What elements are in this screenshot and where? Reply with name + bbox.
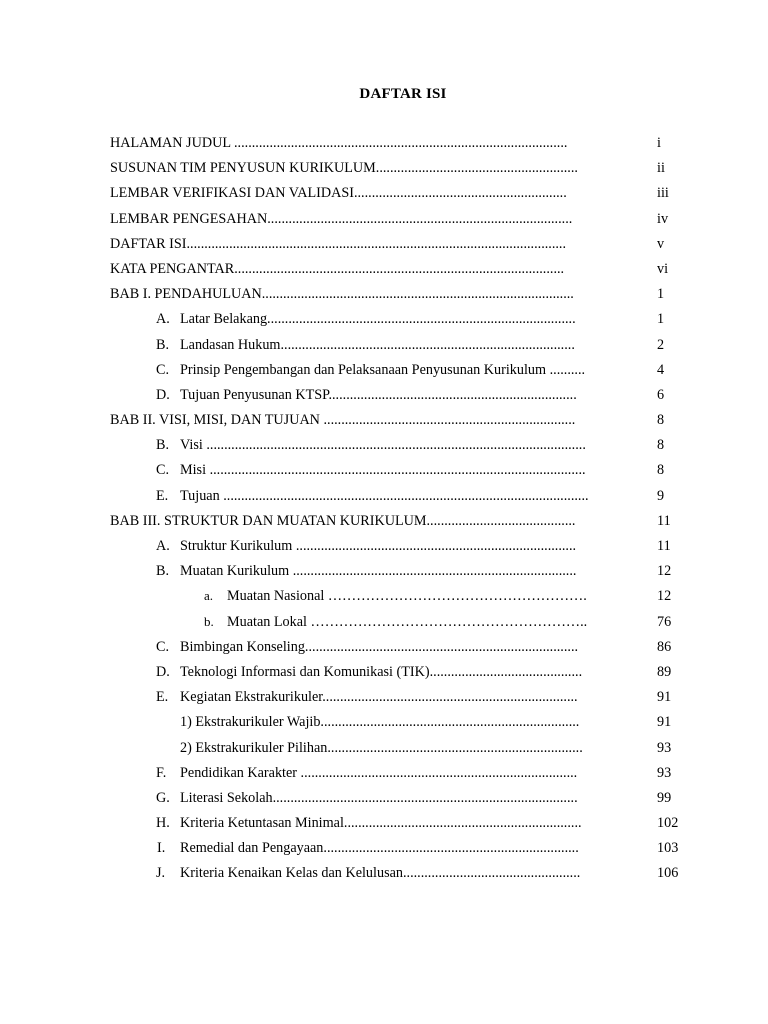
- page-title: DAFTAR ISI: [359, 86, 447, 102]
- toc-entry-title: KATA PENGANTAR.............................................................................................: [110, 260, 565, 277]
- toc-entry-page: 8: [657, 462, 665, 479]
- toc-entry-page: 86: [657, 638, 672, 655]
- toc-entry-number: C.: [156, 462, 170, 479]
- toc-entry: [0, 385, 768, 410]
- toc-entry: [0, 712, 768, 737]
- toc-entry-title: Muatan Lokal …………………………………………………..: [227, 613, 588, 630]
- toc-entry-page: 11: [657, 538, 671, 554]
- toc-entry-title: Muatan Nasional ……………………………………………….: [227, 588, 587, 605]
- toc-entry-title: Kriteria Ketuntasan Minimal...................................................................: [180, 815, 582, 832]
- toc-entry-number: F.: [156, 764, 167, 781]
- toc-entry: [0, 309, 768, 334]
- toc-entry-number: H.: [156, 815, 170, 832]
- toc-entry-number: B.: [156, 437, 170, 454]
- toc-entry: [0, 435, 768, 460]
- toc-entry-title: Kriteria Kenaikan Kelas dan Kelulusan..................................................: [180, 865, 581, 882]
- toc-entry-title: LEMBAR PENGESAHAN......................................................................................: [110, 210, 573, 227]
- toc-entry-number: B.: [156, 563, 170, 580]
- toc-entry-page: 8: [657, 412, 665, 429]
- toc-entry-title: BAB II. VISI, MISI, DAN TUJUAN .......................................................................: [110, 412, 576, 429]
- toc-entry-number: b.: [204, 613, 214, 629]
- toc-entry-page: vi: [657, 260, 669, 277]
- toc-entry-page: 99: [657, 789, 672, 806]
- toc-entry-page: 4: [657, 361, 665, 378]
- toc-entry-title: Bimbingan Konseling.............................................................................: [180, 638, 579, 655]
- toc-entry: [0, 813, 768, 838]
- toc-entry: [0, 183, 768, 208]
- toc-entry-page: 91: [657, 689, 672, 706]
- toc-entry: [0, 486, 768, 511]
- toc-entry-title: HALAMAN JUDUL ..............................................................................................: [110, 135, 568, 151]
- toc-entry-page: 93: [657, 764, 672, 781]
- toc-entry-title: BAB I. PENDAHULUAN........................................................................................: [110, 286, 574, 303]
- toc-entry-page: 2: [657, 336, 665, 353]
- toc-entry-title: BAB III. STRUKTUR DAN MUATAN KURIKULUM..........................................: [110, 512, 576, 529]
- toc-entry-page: 6: [657, 386, 665, 403]
- toc-entry-title: Pendidikan Karakter ..............................................................................: [180, 764, 578, 781]
- toc-entry-title: Muatan Kurikulum ................................................................................: [180, 563, 577, 580]
- toc-entry-title: Visi ...........................................................................................................: [180, 437, 586, 454]
- toc-entry-title: Remedial dan Pengayaan........................................................................: [180, 840, 579, 857]
- toc-entry-page: 11: [657, 512, 671, 529]
- toc-entry-title: 2) Ekstrakurikuler Pilihan........................................................................: [180, 739, 583, 756]
- toc-entry: [0, 586, 768, 611]
- toc-entry-page: 9: [657, 487, 665, 504]
- toc-entry-title: Literasi Sekolah......................................................................................: [180, 789, 578, 806]
- toc-entry-page: 106: [657, 865, 679, 882]
- toc-entry: [0, 687, 768, 712]
- toc-entry: [0, 763, 768, 788]
- toc-entry-number: E.: [156, 689, 169, 706]
- toc-entry-page: 102: [657, 815, 679, 832]
- toc-entry: [0, 410, 768, 435]
- toc-entry: [0, 133, 768, 158]
- toc-entry-title: Prinsip Pengembangan dan Pelaksanaan Penyusunan Kurikulum ..........: [180, 361, 586, 378]
- toc-entry-title: LEMBAR VERIFIKASI DAN VALIDASI............................................................: [110, 185, 567, 202]
- toc-entry-title: Teknologi Informasi dan Komunikasi (TIK)...........................................: [180, 663, 583, 680]
- toc-entry-title: Landasan Hukum...................................................................................: [180, 336, 575, 353]
- toc-entry: [0, 460, 768, 485]
- toc-entry-page: 12: [657, 588, 672, 605]
- toc-entry-number: A.: [156, 311, 170, 328]
- toc-entry-title: Kegiatan Ekstrakurikuler........................................................................: [180, 689, 578, 706]
- toc-entry: [0, 637, 768, 662]
- toc-entry: [0, 284, 768, 309]
- toc-entry-title: Tujuan .......................................................................................................: [180, 487, 589, 504]
- toc-entry-number: G.: [156, 789, 170, 806]
- toc-entry: [0, 788, 768, 813]
- toc-entry-page: 89: [657, 663, 672, 680]
- toc-entry: [0, 561, 768, 586]
- toc-entry-page: iv: [657, 210, 669, 227]
- toc-entry-page: 93: [657, 739, 672, 756]
- toc-entry-page: iii: [657, 185, 669, 202]
- toc-entry: [0, 259, 768, 284]
- toc-entry-number: E.: [156, 487, 169, 504]
- toc-entry-page: 1: [657, 311, 665, 328]
- toc-entry-page: v: [657, 235, 665, 252]
- toc-entry: [0, 360, 768, 385]
- toc-entry-title: Tujuan Penyusunan KTSP......................................................................: [180, 386, 577, 403]
- toc-entry: [0, 536, 768, 561]
- toc-entry-title: DAFTAR ISI...........................................................................................................: [110, 235, 567, 252]
- toc-entry: [0, 838, 768, 863]
- toc-entry-number: I.: [157, 840, 166, 857]
- toc-entry-title: Latar Belakang.......................................................................................: [180, 311, 576, 328]
- toc-entry: [0, 662, 768, 687]
- toc-entry: [0, 612, 768, 637]
- toc-entry-number: C.: [156, 638, 170, 655]
- toc-entry: [0, 738, 768, 763]
- toc-entry-title: Struktur Kurikulum ...............................................................................: [180, 538, 577, 554]
- toc-entry: [0, 234, 768, 259]
- toc-entry-title: 1) Ekstrakurikuler Wajib.........................................................................: [180, 714, 580, 731]
- toc-entry-number: a.: [204, 588, 214, 604]
- toc-entry-number: A.: [156, 538, 170, 554]
- toc-entry-number: D.: [156, 386, 170, 403]
- toc-entry-number: B.: [156, 336, 170, 353]
- toc-entry-page: 91: [657, 714, 672, 731]
- toc-entry-page: i: [657, 135, 661, 151]
- toc-entry: [0, 158, 768, 183]
- toc-entry-page: ii: [657, 160, 665, 177]
- table-of-contents: [0, 133, 768, 889]
- toc-entry-title: Misi ..........................................................................................................: [180, 462, 586, 479]
- toc-entry-page: 76: [657, 613, 672, 630]
- toc-entry-page: 12: [657, 563, 672, 580]
- toc-entry-page: 1: [657, 286, 665, 303]
- toc-entry-number: C.: [156, 361, 170, 378]
- toc-entry-page: 103: [657, 840, 679, 857]
- toc-entry: [0, 209, 768, 234]
- toc-entry: [0, 335, 768, 360]
- toc-entry-title: SUSUNAN TIM PENYUSUN KURIKULUM.........................................................: [110, 160, 578, 177]
- toc-entry: [0, 511, 768, 536]
- toc-entry: [0, 863, 768, 888]
- toc-entry-page: 8: [657, 437, 665, 454]
- toc-entry-number: J.: [156, 865, 166, 882]
- toc-entry-number: D.: [156, 663, 170, 680]
